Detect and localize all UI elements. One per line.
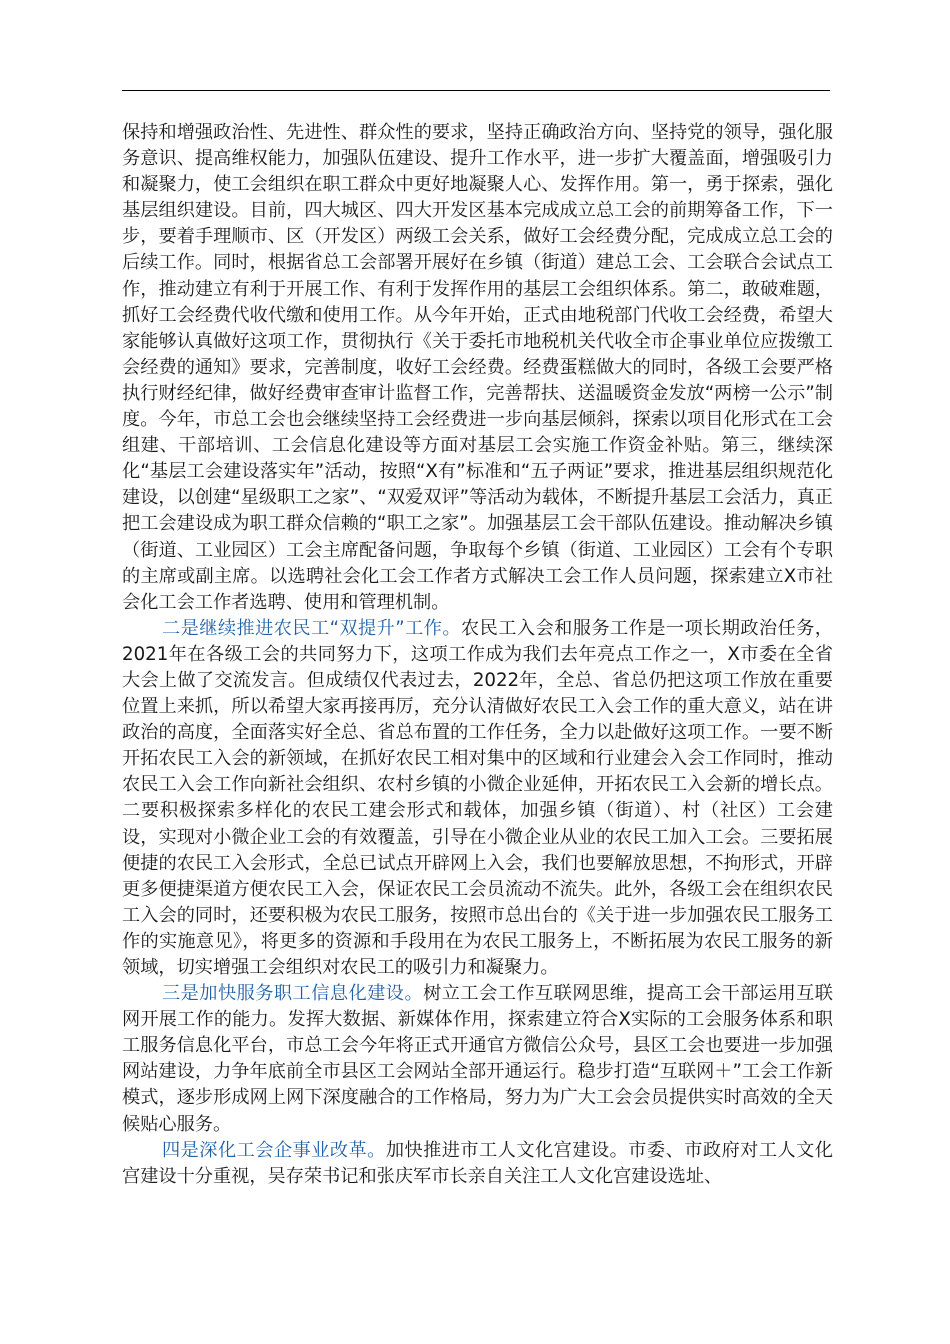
paragraph-3-body: 树立工会工作互联网思维，提高工会干部运用互联网开展工作的能力。发挥大数据、新媒体作用，探索建立符合X实际的工会服务体系和职工服务信息化平台，市总工会今年将正式开通官方微信公众号，县区工会也要进一步加强网站建设，力争年底前全市县区工会网站全部开通运行。稳步打造“互联网＋”工会工作新模式，逐步形成网上网下深度融合的工作格局，努力为广大工会会员提供实时高效的全天候贴心服务。 (122, 983, 833, 1135)
paragraph-4 (122, 1138, 833, 1190)
paragraph-1-body: 保持和增强政治性、先进性、群众性的要求，坚持正确政治方向、坚持党的领导，强化服务意识、提高维权能力，加强队伍建设、提升工作水平，进一步扩大覆盖面，增强吸引力和凝聚力，使工会组织在职工群众中更好地凝聚人心、发挥作用。第一，勇于探索，强化基层组织建设。目前，四大城区、四大开发区基本完成成立总工会的前期筹备工作，下一步，要着手理顺市、区（开发区）两级工会关系，做好工会经费分配，完成成立总工会的后续工作。同时，根据省总工会部署开展好在乡镇（街道）建总工会、工会联合会试点工作，推动建立有利于开展工作、有利于发挥作用的基层工会组织体系。第二，敢破难题，抓好工会经费代收代缴和使用工作。从今年开始，正式由地税部门代收工会经费，希望大家能够认真做好这项工作，贯彻执行《关于委托市地税机关代收全市企事业单位应拨缴工会经费的通知》要求，完善制度，收好工会经费。经费蛋糕做大的同时，各级工会要严格执行财经纪律，做好经费审查审计监督工作，完善帮扶、送温暖资金发放“两榜一公示”制度。今年，市总工会也会继续坚持工会经费进一步向基层倾斜，探索以项目化形式在工会组建、干部培训、工会信息化建设等方面对基层工会实施工作资金补贴。第三，继续深化“基层工会建设落实年”活动，按照“X有”标准和“五子两证”要求，推进基层组织规范化建设，以创建“星级职工之家”、“双爱双评”等活动为载体，不断提升基层工会活力，真正把工会建设成为职工群众信赖的“职工之家”。加强基层工会干部队伍建设。推动解决乡镇（街道、工业园区）工会主席配备问题，争取每个乡镇（街道、工业园区）工会有个专职的主席或副主席。以选聘社会化工会工作者方式解决工会工作人员问题，探索建立X市社会化工会工作者选聘、使用和管理机制。 (122, 122, 833, 613)
paragraph-1 (122, 120, 833, 616)
header-rule (122, 90, 830, 91)
paragraph-2 (122, 616, 833, 981)
document-body (122, 120, 833, 1190)
section-heading-3: 三是加快服务职工信息化建设。 (162, 983, 424, 1005)
section-heading-4: 四是深化工会企事业改革。 (162, 1139, 386, 1161)
section-heading-2: 二是继续推进农民工“双提升”工作。 (162, 617, 462, 639)
paragraph-3 (122, 981, 833, 1138)
paragraph-4-body: 加快推进市工人文化宫建设。市委、市政府对工人文化宫建设十分重视，吴存荣书记和张庆军市长亲自关注工人文化宫建设选址、 (122, 1139, 833, 1187)
paragraph-2-body: 农民工入会和服务工作是一项长期政治任务，2021年在各级工会的共同努力下，这项工作成为我们去年亮点工作之一，X市委在全省大会上做了交流发言。但成绩仅代表过去，2022年，全总、省总仍把这项工作放在重要位置上来抓，所以希望大家再接再厉，充分认清做好农民工入会工作的重大意义，站在讲政治的高度，全面落实好全总、省总布置的工作任务，全力以赴做好这项工作。一要不断开拓农民工入会的新领域，在抓好农民工相对集中的区域和行业建会入会工作同时，推动农民工入会工作向新社会组织、农村乡镇的小微企业延伸，开拓农民工入会新的增长点。二要积极探索多样化的农民工建会形式和载体，加强乡镇（街道）、村（社区）工会建设，实现对小微企业工会的有效覆盖，引导在小微企业从业的农民工加入工会。三要拓展便捷的农民工入会形式，全总已试点开辟网上入会，我们也要解放思想，不拘形式，开辟更多便捷渠道方便农民工入会，保证农民工会员流动不流失。此外，各级工会在组织农民工入会的同时，还要积极为农民工服务，按照市总出台的《关于进一步加强农民工服务工作的实施意见》，将更多的资源和手段用在为农民工服务上，不断拓展为农民工服务的新领域，切实增强工会组织对农民工的吸引力和凝聚力。 (122, 617, 833, 978)
